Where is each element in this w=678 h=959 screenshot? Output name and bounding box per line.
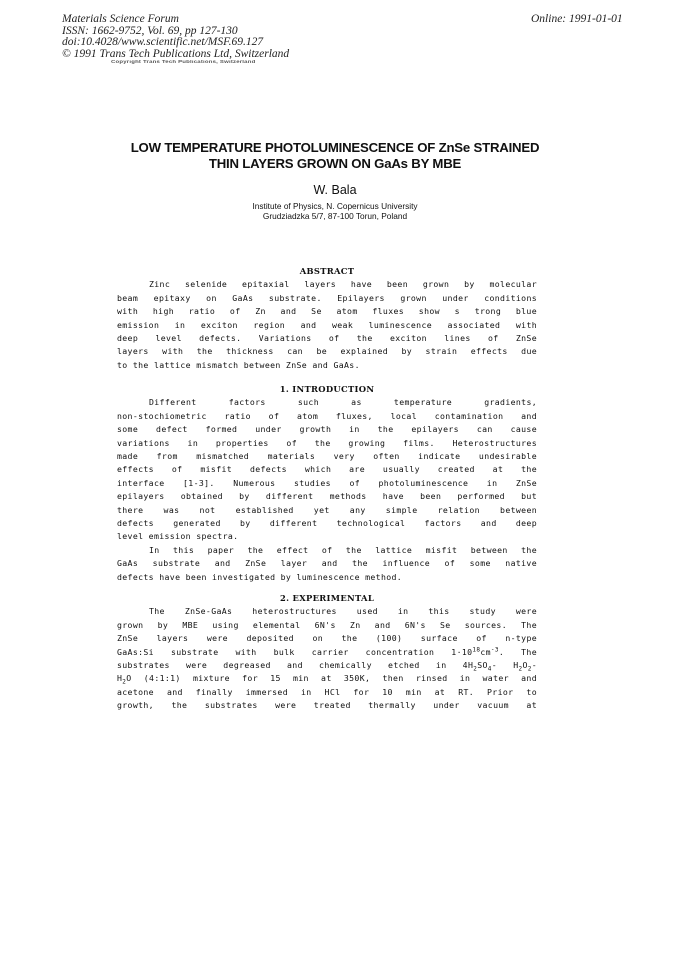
text-fragment: . The [498,646,537,657]
text-fragment: cm [480,646,491,657]
text-line: with high ratio of Zn and Se atom fluxes show s trong blue [117,306,537,317]
introduction-heading: 1. INTRODUCTION [279,384,375,394]
abstract-section [117,265,537,372]
text-line: layers with the thickness can be explained by strain effects due [117,346,537,357]
text-line: defects generated by different technological factors and deep [117,518,537,529]
text-line: Zinc selenide epitaxial layers have been grown by molecular [149,279,537,290]
text-line: non-stochiometric ratio of atom fluxes, local contamination and [117,410,537,421]
subscript: 2 [527,665,532,673]
text-line: beam epitaxy on GaAs substrate. Epilayers grown under conditions [117,292,537,303]
experimental-section [117,592,537,713]
paper-title [110,140,560,172]
text-line: to the lattice mismatch between ZnSe and GaAs. [117,359,360,370]
text-fragment: - H [491,660,519,671]
introduction-paragraph-2 [117,544,537,584]
online-date: Online: 1991-01-01 [531,13,623,25]
text-line: interface [1-3]. Numerous studies of photoluminescence in ZnSe [117,477,537,488]
title-line-2: THIN LAYERS GROWN ON GaAs BY MBE [208,156,462,171]
journal-header [62,14,289,60]
text-line: The ZnSe-GaAs heterostructures used in this study were [149,606,537,617]
doi-link[interactable]: doi:10.4028/www.scientific.net/MSF.69.127 [62,36,264,48]
text-line: defects have been investigated by luminescence method. [117,571,403,582]
text-fragment: GaAs:Si substrate with bulk carrier concentration 1·10 [117,646,473,657]
text-line: GaAs substrate and ZnSe layer and the influence of some native [117,558,537,569]
abstract-paragraph [117,278,537,372]
text-fragment: O [522,660,528,671]
subscript: 2 [122,679,127,687]
issn-line: ISSN: 1662-9752, Vol. 69, pp 127-130 [62,24,238,37]
text-line [117,659,537,672]
experimental-heading: 2. EXPERIMENTAL [279,593,375,603]
abstract-heading: ABSTRACT [299,266,355,276]
text-line: some defect formed under growth in the epilayers can cause [117,424,537,435]
text-line: deep level defects. Variations of the exciton lines of ZnSe [117,333,537,344]
subscript: 4 [487,665,492,673]
author-name: W. Bala [313,183,357,197]
text-fragment: SO [477,660,488,671]
subscript: 2 [518,665,523,673]
text-fragment: O (4:1:1) mixture for 15 min at 350K, then rinsed in water and [126,673,537,684]
text-line: emission in exciton region and weak luminescence associated with [117,319,537,330]
introduction-paragraph-1 [117,396,537,543]
text-line: variations in properties of the growing films. Heterostructures [117,437,537,448]
text-line: there was not established yet any simple relation between [117,504,537,515]
faded-copyright: Copyright Trans Tech Publications, Switzerland [111,60,256,65]
text-fragment: substrates were degreased and chemically etched in 4H [117,660,474,671]
affiliation-line-2: Grudziadzka 5/7, 87-100 Torun, Poland [262,211,408,222]
publisher-line: © 1991 Trans Tech Publications Ltd, Switzerland [62,47,290,60]
text-line: growth, the substrates were treated thermally under vacuum at [117,700,537,711]
introduction-section [117,383,537,584]
journal-name: Materials Science Forum [62,13,179,25]
superscript: -3 [490,645,499,653]
subscript: 2 [473,665,478,673]
text-line: level emission spectra. [117,531,239,542]
title-line-1: LOW TEMPERATURE PHOTOLUMINESCENCE OF ZnSe STRAINED [130,140,540,155]
affiliation [110,201,560,222]
text-line [117,646,537,659]
text-line: Different factors such as temperature gradients, [149,397,537,408]
text-line: ZnSe layers were deposited on the (100) surface of n-type [117,633,537,644]
affiliation-line-1: Institute of Physics, N. Copernicus University [252,201,418,211]
experimental-paragraph [117,605,537,712]
text-line [117,672,537,685]
text-line: epilayers obtained by different methods have been performed but [117,491,537,502]
text-line: made from mismatched materials very often indicate undesirable [117,451,537,462]
superscript: 18 [472,645,481,653]
text-fragment: - [531,660,537,671]
text-line: In this paper the effect of the lattice misfit between the [149,544,537,555]
text-line: grown by MBE using elemental 6N's Zn and 6N's Se sources. The [117,619,537,630]
text-line: acetone and finally immersed in HCl for 10 min at RT. Prior to [117,686,537,697]
text-fragment: H [117,673,123,684]
text-line: effects of misfit defects which are usually created at the [117,464,537,475]
